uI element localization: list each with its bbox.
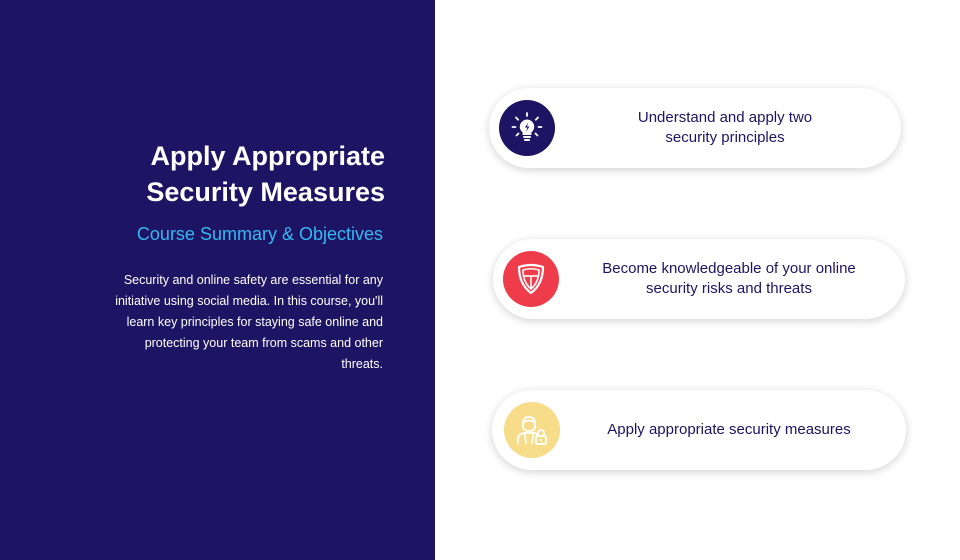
page-title — [45, 138, 385, 210]
lightbulb-icon — [499, 100, 555, 156]
objective-text-3: Apply appropriate security measures — [607, 421, 851, 438]
user-lock-icon — [504, 402, 560, 458]
title-line-1: Apply Appropriate — [150, 141, 385, 171]
course-description: Security and online safety are essential for any initiative using social media. In this course, you'll learn key principles for staying safe online and protecting your team from scams and other threats. — [115, 273, 383, 371]
objective-text-1: Understand and apply two security principles — [637, 109, 813, 146]
objective-card-1 — [489, 88, 901, 168]
title-line-2: Security Measures — [146, 177, 385, 207]
summary-panel — [0, 0, 435, 560]
objective-card-2 — [493, 239, 905, 319]
shield-icon — [503, 251, 559, 307]
page-subtitle: Course Summary & Objectives — [136, 224, 383, 244]
objective-card-3 — [492, 390, 906, 470]
objective-text-2: Become knowledgeable of your online security risks and threats — [602, 260, 856, 297]
